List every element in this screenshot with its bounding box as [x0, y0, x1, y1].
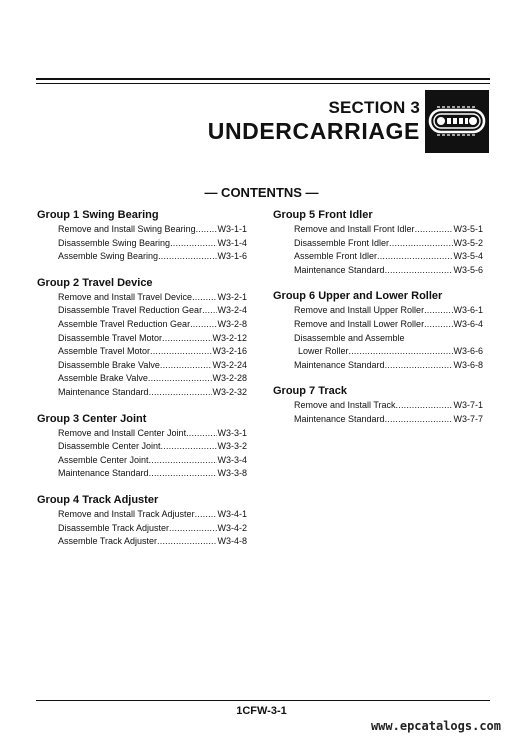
toc-entry-text: Disassemble Brake Valve — [58, 359, 160, 370]
toc-entry[interactable] — [273, 237, 483, 251]
dot-leader — [162, 332, 212, 346]
dot-leader — [396, 399, 454, 413]
toc-entry[interactable] — [37, 467, 247, 481]
toc-entry-text: Disassemble Front Idler — [294, 237, 390, 248]
toc-entry-page: W3-2-24 — [212, 359, 247, 370]
dot-leader — [160, 359, 213, 373]
toc-entry[interactable] — [37, 223, 247, 237]
dot-leader — [385, 359, 454, 373]
dot-leader — [377, 250, 453, 264]
dot-leader — [349, 345, 454, 359]
toc-entry-page: W3-3-1 — [217, 427, 247, 438]
dot-leader — [149, 454, 218, 468]
toc-entry-text: Remove and Install Swing Bearing — [58, 224, 196, 234]
toc-entry[interactable] — [37, 250, 247, 264]
toc-entry-page: W3-3-8 — [217, 468, 247, 479]
toc-entry[interactable] — [37, 427, 247, 441]
section-title: UNDERCARRIAGE — [207, 118, 420, 144]
toc-entry[interactable] — [37, 237, 247, 251]
toc-entry[interactable] — [273, 318, 483, 332]
toc-entry-text: Assemble Center Joint — [58, 454, 149, 465]
toc-entry-page: W3-3-4 — [217, 454, 247, 465]
toc-entry[interactable] — [37, 372, 247, 386]
toc-entry-page: W3-5-4 — [453, 251, 483, 262]
toc-entry-page: W3-4-2 — [217, 522, 247, 533]
toc-entry-text: Disassemble and Assemble — [294, 332, 405, 343]
toc-entry[interactable] — [37, 318, 247, 332]
toc-entry-page: W3-6-4 — [453, 318, 483, 329]
toc-entry-text: Remove and Install Track Adjuster — [58, 508, 195, 519]
dot-leader — [149, 467, 218, 481]
dot-leader — [161, 440, 218, 454]
toc-group — [37, 276, 247, 400]
header-rule-thick — [36, 78, 490, 80]
toc-entry-page: W3-2-16 — [212, 346, 247, 357]
toc-entry-page: W3-5-6 — [453, 264, 483, 275]
toc-entry-page: W3-2-28 — [212, 373, 247, 384]
toc-entry[interactable] — [273, 223, 483, 237]
toc-entry-text: Remove and Install Track — [294, 400, 396, 411]
toc-group — [37, 412, 247, 481]
toc-entry[interactable] — [37, 332, 247, 346]
toc-entry-page: W3-6-6 — [453, 346, 483, 357]
dot-leader — [389, 237, 453, 251]
toc-entry-page: W3-2-32 — [212, 386, 247, 397]
undercarriage-track-icon — [425, 90, 489, 153]
toc-entry[interactable] — [37, 522, 247, 536]
toc-entry-page: W3-2-12 — [212, 332, 247, 343]
footer-rule — [36, 700, 490, 701]
toc-group-title: Group 7 Track — [273, 385, 347, 398]
dot-leader — [424, 304, 453, 318]
dot-leader — [149, 386, 213, 400]
toc-entry[interactable] — [37, 291, 247, 305]
toc-entry-text: Disassemble Track Adjuster — [58, 522, 170, 533]
toc-entry-page: W3-7-7 — [453, 413, 483, 424]
dot-leader — [150, 345, 212, 359]
toc-group-title: Group 2 Travel Device — [37, 276, 153, 289]
toc-entry-page: W3-7-1 — [453, 400, 483, 411]
toc-entry-page: W3-3-2 — [217, 441, 247, 452]
toc-entry-text: Remove and Install Upper Roller — [294, 305, 425, 316]
dot-leader — [195, 508, 218, 522]
dot-leader — [158, 250, 217, 264]
toc-entry-text: Lower Roller — [298, 346, 349, 357]
dot-leader — [415, 223, 454, 237]
dot-leader — [196, 223, 218, 237]
toc-entry-page: W3-2-4 — [217, 305, 247, 316]
toc-right-column — [273, 208, 483, 439]
toc-entry-text: Assemble Front Idler — [294, 251, 378, 262]
toc-entry-page: W3-1-4 — [217, 237, 247, 248]
toc-entry[interactable] — [37, 454, 247, 468]
dot-leader — [169, 522, 217, 536]
toc-entry-page: W3-5-2 — [453, 237, 483, 248]
toc-entry-text: Disassemble Travel Reduction Gear — [58, 305, 203, 316]
toc-entry-text: Assemble Brake Valve — [58, 373, 148, 384]
toc-entry-page: W3-4-1 — [217, 508, 247, 519]
dot-leader — [424, 318, 453, 332]
toc-entry-text: Remove and Install Front Idler — [294, 224, 415, 234]
toc-entry[interactable] — [273, 250, 483, 264]
toc-entry-text: Remove and Install Center Joint — [58, 427, 187, 438]
toc-entry-page: W3-1-1 — [217, 224, 247, 234]
header-rule-thin — [36, 83, 490, 84]
toc-entry-text: Disassemble Travel Motor — [58, 332, 163, 343]
toc-entry-text: Disassemble Swing Bearing — [58, 237, 171, 248]
dot-leader — [190, 318, 217, 332]
dot-leader — [385, 264, 454, 278]
dot-leader — [170, 237, 217, 251]
dot-leader — [186, 427, 217, 441]
toc-entry[interactable] — [273, 359, 483, 373]
dot-leader — [148, 372, 213, 386]
toc-entry-page: W3-2-1 — [217, 291, 247, 302]
toc-entry-text: Maintenance Standard — [294, 359, 385, 370]
toc-entry-text: Maintenance Standard — [294, 264, 385, 275]
toc-entry[interactable] — [273, 304, 483, 318]
toc-group — [37, 208, 247, 264]
toc-left-column — [37, 208, 247, 561]
toc-entry-page: W3-5-1 — [453, 224, 483, 234]
toc-entry-text: Disassemble Center Joint — [58, 441, 161, 452]
toc-entry[interactable] — [37, 535, 247, 549]
toc-entry-text: Assemble Swing Bearing — [58, 251, 159, 262]
toc-entry-page: W3-6-1 — [453, 305, 483, 316]
toc-entry-text: Maintenance Standard — [294, 413, 385, 424]
toc-entry[interactable] — [37, 386, 247, 400]
toc-entry-page: W3-2-8 — [217, 318, 247, 329]
toc-entry-text: Remove and Install Travel Device — [58, 291, 193, 302]
toc-entry-text: Remove and Install Lower Roller — [294, 318, 425, 329]
toc-group — [273, 384, 483, 426]
toc-group-title: Group 5 Front Idler — [273, 209, 373, 221]
toc-group-title: Group 4 Track Adjuster — [37, 493, 159, 506]
toc-entry-text: Assemble Travel Motor — [58, 346, 151, 357]
toc-group-title: Group 1 Swing Bearing — [37, 209, 159, 221]
toc-entry-text: Assemble Travel Reduction Gear — [58, 318, 191, 329]
toc-entry[interactable] — [37, 359, 247, 373]
toc-entry[interactable] — [273, 345, 483, 359]
page-code: 1CFW-3-1 — [236, 705, 287, 717]
section-number: SECTION 3 — [328, 98, 420, 117]
toc-entry[interactable] — [273, 399, 483, 413]
toc-entry-page: W3-4-8 — [217, 536, 247, 547]
toc-entry-page: W3-1-6 — [217, 251, 247, 262]
toc-group-title: Group 6 Upper and Lower Roller — [273, 290, 443, 303]
toc-entry[interactable] — [37, 345, 247, 359]
toc-entry-text: Maintenance Standard — [58, 386, 149, 397]
toc-group — [273, 208, 483, 277]
toc-entry[interactable] — [273, 413, 483, 427]
dot-leader — [157, 535, 217, 549]
toc-group-title: Group 3 Center Joint — [37, 412, 147, 425]
dot-leader — [192, 291, 217, 305]
toc-entry[interactable] — [273, 332, 483, 346]
toc-entry-text: Maintenance Standard — [58, 468, 149, 479]
contents-heading: — CONTENTNS — — [204, 185, 319, 200]
watermark-link[interactable]: www.epcatalogs.com — [370, 719, 501, 733]
toc-entry[interactable] — [37, 440, 247, 454]
toc-entry-text: Assemble Track Adjuster — [58, 536, 158, 547]
dot-leader — [385, 413, 454, 427]
toc-entry-page: W3-6-8 — [453, 359, 483, 370]
toc-group — [273, 289, 483, 372]
toc-entry[interactable] — [37, 508, 247, 522]
toc-entry[interactable] — [273, 264, 483, 278]
dot-leader — [202, 304, 217, 318]
toc-entry[interactable] — [37, 304, 247, 318]
toc-group — [37, 493, 247, 549]
